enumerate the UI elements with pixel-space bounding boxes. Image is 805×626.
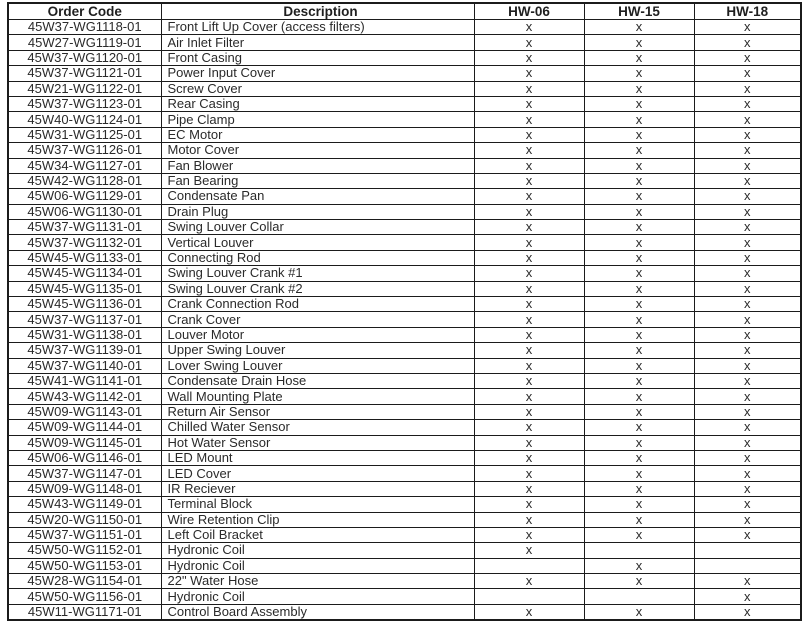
hw15-cell: x xyxy=(584,266,694,281)
table-row xyxy=(8,358,801,373)
order-code-cell: 45W37-WG1121-01 xyxy=(8,66,161,81)
hw18-cell: x xyxy=(694,281,801,296)
hw06-cell: x xyxy=(474,158,584,173)
hw15-cell: x xyxy=(584,173,694,188)
hw15-cell: x xyxy=(584,112,694,127)
hw06-cell: x xyxy=(474,327,584,342)
order-code-cell: 45W09-WG1143-01 xyxy=(8,404,161,419)
hw06-cell: x xyxy=(474,96,584,111)
hw15-cell: x xyxy=(584,189,694,204)
hw15-cell: x xyxy=(584,220,694,235)
hw06-cell: x xyxy=(474,204,584,219)
description-cell: Hot Water Sensor xyxy=(161,435,474,450)
hw15-cell xyxy=(584,543,694,558)
hw06-cell: x xyxy=(474,81,584,96)
table-row xyxy=(8,297,801,312)
hw18-cell: x xyxy=(694,604,801,620)
hw15-cell: x xyxy=(584,312,694,327)
hw06-cell: x xyxy=(474,389,584,404)
hw06-cell: x xyxy=(474,543,584,558)
hw06-cell: x xyxy=(474,404,584,419)
table-row xyxy=(8,543,801,558)
table-row xyxy=(8,20,801,35)
description-cell: Front Casing xyxy=(161,50,474,65)
order-code-cell: 45W37-WG1126-01 xyxy=(8,143,161,158)
hw18-cell: x xyxy=(694,189,801,204)
hw06-cell: x xyxy=(474,20,584,35)
hw18-cell: x xyxy=(694,481,801,496)
order-code-cell: 45W06-WG1130-01 xyxy=(8,204,161,219)
hw06-cell: x xyxy=(474,466,584,481)
table-row xyxy=(8,127,801,142)
description-cell: Condensate Drain Hose xyxy=(161,373,474,388)
description-cell: Swing Louver Collar xyxy=(161,220,474,235)
hw18-cell: x xyxy=(694,35,801,50)
hw06-cell: x xyxy=(474,50,584,65)
table-row xyxy=(8,189,801,204)
hw18-cell: x xyxy=(694,312,801,327)
order-code-cell: 45W45-WG1136-01 xyxy=(8,297,161,312)
description-cell: Hydronic Coil xyxy=(161,589,474,604)
hw15-cell: x xyxy=(584,66,694,81)
table-row xyxy=(8,281,801,296)
hw18-cell: x xyxy=(694,420,801,435)
hw18-cell: x xyxy=(694,466,801,481)
hw18-cell xyxy=(694,558,801,573)
description-cell: Power Input Cover xyxy=(161,66,474,81)
hw15-cell: x xyxy=(584,235,694,250)
hw15-cell: x xyxy=(584,558,694,573)
hw18-cell: x xyxy=(694,235,801,250)
table-row xyxy=(8,389,801,404)
hw15-cell: x xyxy=(584,327,694,342)
hw06-cell: x xyxy=(474,450,584,465)
hw18-cell: x xyxy=(694,204,801,219)
header-hw06: HW-06 xyxy=(474,3,584,20)
description-cell: Chilled Water Sensor xyxy=(161,420,474,435)
table-row xyxy=(8,420,801,435)
description-cell: Motor Cover xyxy=(161,143,474,158)
hw15-cell: x xyxy=(584,497,694,512)
description-cell: Swing Louver Crank #1 xyxy=(161,266,474,281)
hw06-cell: x xyxy=(474,143,584,158)
hw18-cell: x xyxy=(694,327,801,342)
order-code-cell: 45W37-WG1140-01 xyxy=(8,358,161,373)
table-row xyxy=(8,235,801,250)
order-code-cell: 45W09-WG1148-01 xyxy=(8,481,161,496)
hw15-cell: x xyxy=(584,389,694,404)
description-cell: Fan Blower xyxy=(161,158,474,173)
description-cell: Fan Bearing xyxy=(161,173,474,188)
description-cell: LED Cover xyxy=(161,466,474,481)
hw18-cell: x xyxy=(694,389,801,404)
hw15-cell: x xyxy=(584,250,694,265)
description-cell: LED Mount xyxy=(161,450,474,465)
hw06-cell: x xyxy=(474,497,584,512)
table-row xyxy=(8,35,801,50)
description-cell: Air Inlet Filter xyxy=(161,35,474,50)
order-code-cell: 45W37-WG1147-01 xyxy=(8,466,161,481)
order-code-cell: 45W37-WG1139-01 xyxy=(8,343,161,358)
hw06-cell: x xyxy=(474,358,584,373)
description-cell: Connecting Rod xyxy=(161,250,474,265)
hw15-cell: x xyxy=(584,435,694,450)
description-cell: Return Air Sensor xyxy=(161,404,474,419)
description-cell: Hydronic Coil xyxy=(161,558,474,573)
hw06-cell: x xyxy=(474,112,584,127)
order-code-cell: 45W31-WG1125-01 xyxy=(8,127,161,142)
hw15-cell: x xyxy=(584,143,694,158)
description-cell: Crank Cover xyxy=(161,312,474,327)
hw18-cell: x xyxy=(694,220,801,235)
table-body xyxy=(8,20,801,621)
hw06-cell xyxy=(474,558,584,573)
hw15-cell: x xyxy=(584,512,694,527)
hw06-cell: x xyxy=(474,373,584,388)
order-code-cell: 45W34-WG1127-01 xyxy=(8,158,161,173)
header-row xyxy=(8,3,801,20)
table-row xyxy=(8,50,801,65)
table-row xyxy=(8,143,801,158)
hw15-cell: x xyxy=(584,358,694,373)
description-cell: Pipe Clamp xyxy=(161,112,474,127)
hw15-cell: x xyxy=(584,281,694,296)
hw06-cell: x xyxy=(474,235,584,250)
hw18-cell: x xyxy=(694,297,801,312)
hw06-cell: x xyxy=(474,512,584,527)
hw06-cell: x xyxy=(474,189,584,204)
hw18-cell: x xyxy=(694,527,801,542)
hw06-cell: x xyxy=(474,604,584,620)
hw15-cell: x xyxy=(584,204,694,219)
hw18-cell: x xyxy=(694,127,801,142)
hw18-cell: x xyxy=(694,589,801,604)
table-row xyxy=(8,373,801,388)
order-code-cell: 45W45-WG1134-01 xyxy=(8,266,161,281)
description-cell: Lover Swing Louver xyxy=(161,358,474,373)
header-hw15: HW-15 xyxy=(584,3,694,20)
hw15-cell: x xyxy=(584,373,694,388)
hw18-cell: x xyxy=(694,404,801,419)
description-cell: Upper Swing Louver xyxy=(161,343,474,358)
parts-table xyxy=(7,2,802,621)
table-row xyxy=(8,96,801,111)
order-code-cell: 45W41-WG1141-01 xyxy=(8,373,161,388)
hw18-cell xyxy=(694,543,801,558)
table-row xyxy=(8,81,801,96)
hw15-cell: x xyxy=(584,481,694,496)
table-row xyxy=(8,604,801,620)
table-row xyxy=(8,574,801,589)
table-row xyxy=(8,558,801,573)
hw18-cell: x xyxy=(694,20,801,35)
hw15-cell: x xyxy=(584,450,694,465)
description-cell: Terminal Block xyxy=(161,497,474,512)
order-code-cell: 45W11-WG1171-01 xyxy=(8,604,161,620)
order-code-cell: 45W43-WG1149-01 xyxy=(8,497,161,512)
table-row xyxy=(8,466,801,481)
hw06-cell: x xyxy=(474,220,584,235)
hw15-cell: x xyxy=(584,81,694,96)
hw18-cell: x xyxy=(694,81,801,96)
hw15-cell: x xyxy=(584,420,694,435)
hw15-cell: x xyxy=(584,466,694,481)
description-cell: Front Lift Up Cover (access filters) xyxy=(161,20,474,35)
hw15-cell: x xyxy=(584,96,694,111)
order-code-cell: 45W45-WG1133-01 xyxy=(8,250,161,265)
hw18-cell: x xyxy=(694,173,801,188)
table-row xyxy=(8,343,801,358)
hw18-cell: x xyxy=(694,112,801,127)
hw06-cell: x xyxy=(474,343,584,358)
hw06-cell: x xyxy=(474,312,584,327)
description-cell: Control Board Assembly xyxy=(161,604,474,620)
table-row xyxy=(8,589,801,604)
order-code-cell: 45W09-WG1144-01 xyxy=(8,420,161,435)
hw06-cell: x xyxy=(474,250,584,265)
description-cell: Rear Casing xyxy=(161,96,474,111)
description-cell: Drain Plug xyxy=(161,204,474,219)
order-code-cell: 45W37-WG1123-01 xyxy=(8,96,161,111)
order-code-cell: 45W50-WG1152-01 xyxy=(8,543,161,558)
table-row xyxy=(8,512,801,527)
table-row xyxy=(8,158,801,173)
hw06-cell: x xyxy=(474,297,584,312)
table-row xyxy=(8,66,801,81)
order-code-cell: 45W50-WG1156-01 xyxy=(8,589,161,604)
order-code-cell: 45W50-WG1153-01 xyxy=(8,558,161,573)
hw18-cell: x xyxy=(694,143,801,158)
description-cell: Left Coil Bracket xyxy=(161,527,474,542)
table-row xyxy=(8,173,801,188)
hw06-cell xyxy=(474,589,584,604)
hw06-cell: x xyxy=(474,574,584,589)
description-cell: Vertical Louver xyxy=(161,235,474,250)
hw18-cell: x xyxy=(694,358,801,373)
hw06-cell: x xyxy=(474,35,584,50)
order-code-cell: 45W21-WG1122-01 xyxy=(8,81,161,96)
description-cell: Hydronic Coil xyxy=(161,543,474,558)
hw18-cell: x xyxy=(694,50,801,65)
hw18-cell: x xyxy=(694,574,801,589)
hw18-cell: x xyxy=(694,497,801,512)
order-code-cell: 45W37-WG1131-01 xyxy=(8,220,161,235)
table-row xyxy=(8,435,801,450)
description-cell: Wall Mounting Plate xyxy=(161,389,474,404)
description-cell: Wire Retention Clip xyxy=(161,512,474,527)
table-row xyxy=(8,112,801,127)
order-code-cell: 45W42-WG1128-01 xyxy=(8,173,161,188)
description-cell: Louver Motor xyxy=(161,327,474,342)
order-code-cell: 45W37-WG1118-01 xyxy=(8,20,161,35)
table-row xyxy=(8,527,801,542)
hw06-cell: x xyxy=(474,527,584,542)
description-cell: EC Motor xyxy=(161,127,474,142)
order-code-cell: 45W37-WG1120-01 xyxy=(8,50,161,65)
order-code-cell: 45W37-WG1151-01 xyxy=(8,527,161,542)
hw06-cell: x xyxy=(474,435,584,450)
hw15-cell xyxy=(584,589,694,604)
hw15-cell: x xyxy=(584,35,694,50)
hw06-cell: x xyxy=(474,127,584,142)
description-cell: IR Reciever xyxy=(161,481,474,496)
table-row xyxy=(8,266,801,281)
description-cell: Screw Cover xyxy=(161,81,474,96)
header-description: Description xyxy=(161,3,474,20)
table-row xyxy=(8,481,801,496)
order-code-cell: 45W37-WG1137-01 xyxy=(8,312,161,327)
hw06-cell: x xyxy=(474,420,584,435)
hw15-cell: x xyxy=(584,297,694,312)
hw15-cell: x xyxy=(584,343,694,358)
hw15-cell: x xyxy=(584,50,694,65)
order-code-cell: 45W20-WG1150-01 xyxy=(8,512,161,527)
hw18-cell: x xyxy=(694,373,801,388)
description-cell: Crank Connection Rod xyxy=(161,297,474,312)
table-row xyxy=(8,312,801,327)
table-row xyxy=(8,497,801,512)
table-row xyxy=(8,404,801,419)
order-code-cell: 45W31-WG1138-01 xyxy=(8,327,161,342)
header-hw18: HW-18 xyxy=(694,3,801,20)
hw15-cell: x xyxy=(584,604,694,620)
order-code-cell: 45W43-WG1142-01 xyxy=(8,389,161,404)
hw18-cell: x xyxy=(694,96,801,111)
hw18-cell: x xyxy=(694,158,801,173)
hw15-cell: x xyxy=(584,20,694,35)
table-row xyxy=(8,220,801,235)
hw18-cell: x xyxy=(694,512,801,527)
description-cell: Condensate Pan xyxy=(161,189,474,204)
hw18-cell: x xyxy=(694,343,801,358)
order-code-cell: 45W27-WG1119-01 xyxy=(8,35,161,50)
hw06-cell: x xyxy=(474,66,584,81)
order-code-cell: 45W40-WG1124-01 xyxy=(8,112,161,127)
hw18-cell: x xyxy=(694,450,801,465)
hw06-cell: x xyxy=(474,173,584,188)
description-cell: 22" Water Hose xyxy=(161,574,474,589)
order-code-cell: 45W09-WG1145-01 xyxy=(8,435,161,450)
hw18-cell: x xyxy=(694,250,801,265)
hw06-cell: x xyxy=(474,281,584,296)
order-code-cell: 45W06-WG1146-01 xyxy=(8,450,161,465)
hw06-cell: x xyxy=(474,481,584,496)
table-row xyxy=(8,327,801,342)
hw15-cell: x xyxy=(584,527,694,542)
order-code-cell: 45W45-WG1135-01 xyxy=(8,281,161,296)
hw18-cell: x xyxy=(694,435,801,450)
hw15-cell: x xyxy=(584,404,694,419)
order-code-cell: 45W28-WG1154-01 xyxy=(8,574,161,589)
table-row xyxy=(8,250,801,265)
description-cell: Swing Louver Crank #2 xyxy=(161,281,474,296)
table-row xyxy=(8,204,801,219)
hw15-cell: x xyxy=(584,127,694,142)
hw18-cell: x xyxy=(694,266,801,281)
hw15-cell: x xyxy=(584,158,694,173)
order-code-cell: 45W06-WG1129-01 xyxy=(8,189,161,204)
table-row xyxy=(8,450,801,465)
header-order-code: Order Code xyxy=(8,3,161,20)
hw06-cell: x xyxy=(474,266,584,281)
order-code-cell: 45W37-WG1132-01 xyxy=(8,235,161,250)
hw18-cell: x xyxy=(694,66,801,81)
hw15-cell: x xyxy=(584,574,694,589)
